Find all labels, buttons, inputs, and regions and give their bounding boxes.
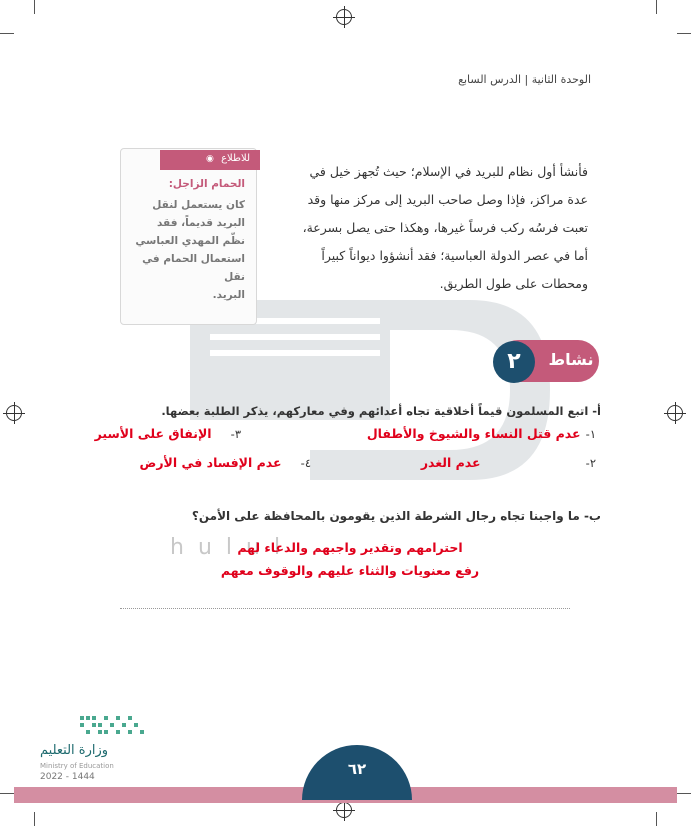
breadcrumb: الوحدة الثانية | الدرس السابع (458, 73, 591, 86)
answer-text: عدم قتل النساء والشيوخ والأطفال (366, 426, 581, 441)
answer-number: ٤- (300, 456, 311, 470)
answer-number: ١- (585, 427, 596, 441)
crop-mark (0, 33, 14, 34)
paragraph-line: ومحطات على طول الطريق. (439, 276, 588, 291)
paragraph-line: فأنشأ أول نظام للبريد في الإسلام؛ حيث تُجهز خيل في (309, 164, 588, 179)
crop-mark (656, 0, 657, 14)
glasses-icon: ◉ (206, 154, 214, 164)
answer-b-line: احترامهم وتقدير واجبهم والدعاء لهم (237, 540, 463, 555)
answer-item-4 (140, 452, 311, 471)
answer-number: ٣- (230, 427, 241, 441)
info-line: نظّم المهدي العباسي (135, 235, 245, 247)
registration-mark-icon (336, 9, 352, 25)
info-box-title: الحمام الزاجل: (168, 178, 245, 190)
activity-number: ٢ (493, 341, 535, 383)
crop-mark (677, 793, 691, 794)
info-box-tab (160, 150, 260, 170)
registration-mark-icon (336, 802, 352, 818)
info-line: كان يستعمل لنقل (152, 199, 245, 211)
page-number: ٦٢ (347, 760, 367, 778)
registration-mark-icon (667, 405, 683, 421)
answer-item-3 (95, 423, 241, 442)
crop-mark (34, 0, 35, 14)
ministry-name-en: Ministry of Education (40, 762, 114, 770)
info-line: استعمال الحمام في نقل (142, 253, 245, 283)
paragraph-line: أما في عصر الدولة العباسية؛ فقد أنشؤوا ديواناً كبيراً (321, 248, 588, 263)
question-a: أ- اتبع المسلمون قيماً أخلاقية تجاه أعدائهم وفي معاركهم، يذكر الطلبة بعضها. (161, 404, 601, 418)
registration-mark-icon (6, 405, 22, 421)
ministry-year: 2022 - 1444 (40, 772, 95, 782)
answer-item-1 (367, 423, 596, 442)
crop-mark (0, 793, 14, 794)
question-b: ب- ما واجبنا تجاه رجال الشرطة الذين يقومون بالمحافظة على الأمن؟ (191, 509, 601, 523)
crop-mark (656, 812, 657, 826)
answer-text: عدم الإفساد في الأرض (139, 455, 282, 470)
ministry-logo-icon (78, 714, 158, 738)
crop-mark (677, 33, 691, 34)
answer-b-line: رفع معنويات والثناء عليهم والوقوف معهم (220, 563, 480, 578)
activity-label: نشاط (548, 350, 594, 369)
info-line: البريد. (212, 289, 245, 301)
divider (120, 608, 570, 609)
watermark-text: hulul (170, 535, 295, 560)
ministry-name: وزارة التعليم (40, 743, 109, 758)
info-line: البريد قديماً، فقد (156, 217, 245, 229)
lesson-paragraph (248, 158, 588, 298)
answer-text: عدم الغدر (420, 455, 481, 470)
paragraph-line: عدة مراكز، فإذا وصل صاحب البريد إلى مركز منها وقد (307, 192, 588, 207)
info-tab-label: للاطلاع (221, 153, 250, 164)
paragraph-line: تعبت فرسُه ركب فرساً غيرها، وهكذا حتى يصل بسرعة، (302, 220, 588, 235)
answer-item-2 (421, 452, 596, 471)
crop-mark (34, 812, 35, 826)
answer-text: الإنفاق على الأسير (94, 426, 212, 441)
answer-number: ٢- (585, 456, 596, 470)
info-box-body (135, 196, 245, 304)
